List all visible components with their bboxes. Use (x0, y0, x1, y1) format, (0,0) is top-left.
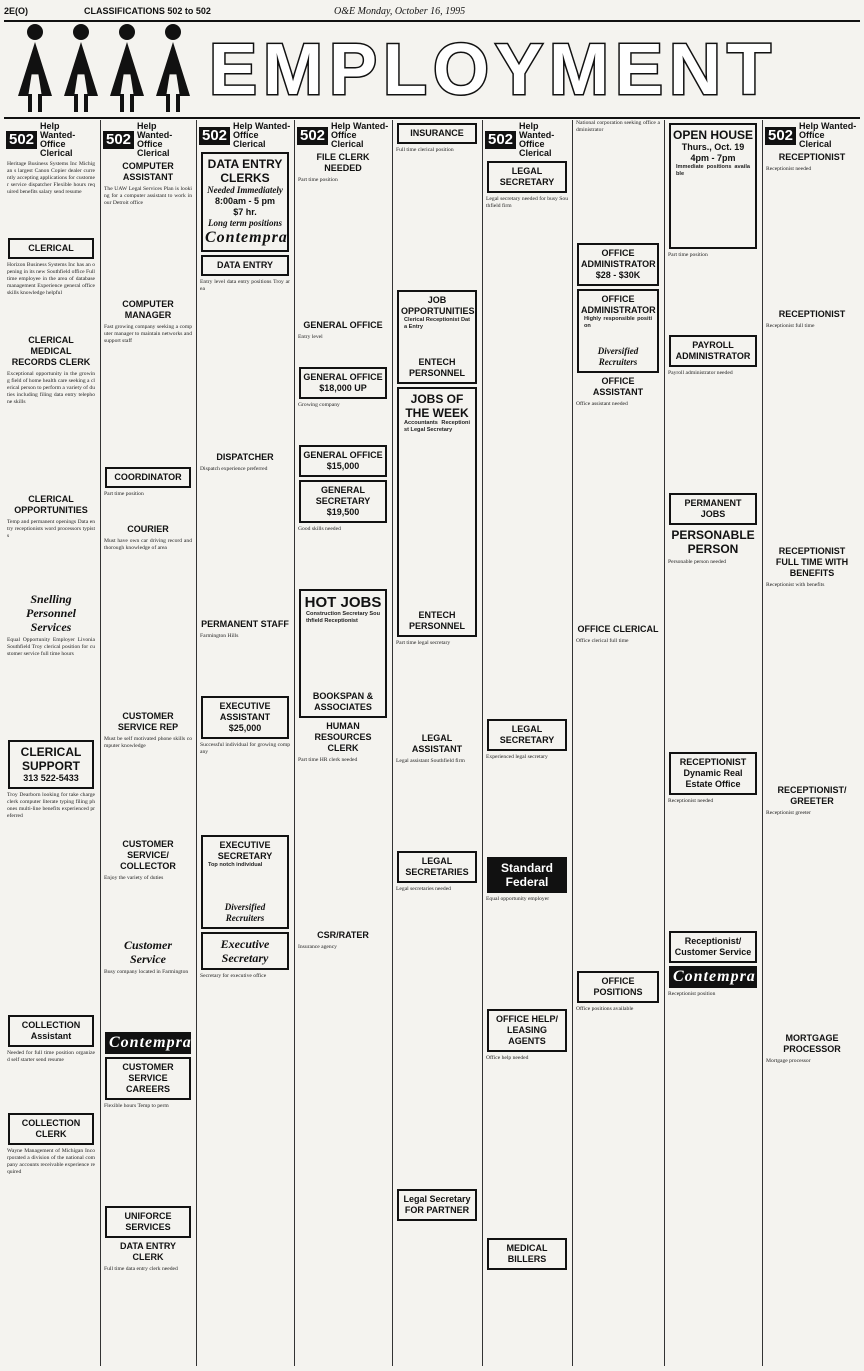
section-header: 502 Help Wanted-Office Clerical (103, 122, 193, 158)
worker-figure-icon (110, 24, 144, 112)
listing-text: Experienced legal secretary (486, 754, 548, 760)
ad-receptionist-greeter: RECEPTIONIST/ GREETER (777, 785, 847, 806)
listing-text: Needed for full time position organized self starter send resume (7, 1050, 95, 1063)
ad-office-administrator-2: OFFICE ADMINISTRATOR Highly responsible position Diversified Recruiters (577, 289, 659, 373)
ad-permanent-staff: PERMANENT STAFF (201, 619, 289, 629)
section-header: 502 Help Wanted-Office Clerical (485, 122, 569, 158)
listing-text: Dispatch experience preferred (200, 466, 268, 472)
column-7 (572, 120, 663, 1366)
column-6 (482, 120, 571, 1366)
listing-text: Growing company (298, 402, 340, 408)
ad-exec-secretary-2: Executive Secretary (201, 932, 289, 970)
ad-legal-secretary-partner: Legal Secretary FOR PARTNER (397, 1189, 477, 1221)
ad-job-opportunities: JOB OPPORTUNITIES Clerical Receptionist Data Entry ENTECH PERSONNEL (397, 290, 477, 384)
ad-clerical: CLERICAL (8, 238, 94, 259)
listing-text: Equal Opportunity Employer Livonia Southfield Troy clerical position for customer service full time hours (7, 637, 95, 657)
listing-text: Mortgage processor (766, 1058, 811, 1064)
ad-data-entry: DATA ENTRY (201, 255, 289, 276)
ad-legal-assistant: LEGAL ASSISTANT (411, 733, 463, 754)
listing-text: Full time clerical position (396, 147, 454, 153)
ad-customer-careers: CUSTOMER SERVICE CAREERS (105, 1057, 191, 1100)
listing-text: Personable person needed (668, 559, 727, 565)
listing-text: Full time data entry clerk needed (104, 1266, 178, 1272)
ad-open-house: OPEN HOUSE Thurs., Oct. 19 4pm - 7pm Immediate positions available (669, 123, 757, 249)
ad-medical-billers: MEDICAL BILLERS (487, 1238, 567, 1270)
listing-text: Office assistant needed (576, 401, 628, 407)
ad-customer-collector: CUSTOMER SERVICE/ COLLECTOR (120, 839, 176, 871)
listing-text: Receptionist needed (766, 166, 812, 172)
listing-text: Insurance agency (298, 944, 337, 950)
listing-text: Must have own car driving record and thorough knowledge of area (104, 538, 192, 551)
ad-csr-rater: CSR/RATER (317, 930, 369, 940)
listing-text: National corporation seeking office administrator (576, 120, 660, 133)
contempra-logo: Contempra (105, 1032, 191, 1054)
ad-legal-secretary: LEGAL SECRETARY (487, 161, 567, 193)
banner-rule (4, 117, 860, 119)
listing-text: Fast growing company seeking a computer manager to maintain networks and support staff (104, 324, 192, 344)
ad-customer-service: Customer Service (123, 938, 172, 966)
ad-jobs-of-the-week: JOBS OF THE WEEK Accountants Receptionist Legal Secretary ENTECH PERSONNEL (397, 387, 477, 637)
ad-legal-secretary-2: LEGAL SECRETARY (487, 719, 567, 751)
listing-text: Equal opportunity employer (486, 896, 550, 902)
listing-text: Legal assistant Southfield firm (396, 758, 465, 764)
worker-figure-icon (156, 24, 190, 112)
listing-text: Payroll administrator needed (668, 370, 733, 376)
listing-text: Troy Dearborn looking for take charge clerk computer literate typing filing phones multi-line benefits experienced preferred (7, 792, 95, 819)
listing-text: Busy company located in Farmington (104, 969, 189, 975)
column-4 (294, 120, 391, 1366)
section-header: 502 Help Wanted-Office Clerical (199, 122, 291, 149)
ad-opportunities: CLERICAL OPPORTUNITIES (14, 494, 88, 515)
listing-text: Office positions available (576, 1006, 634, 1012)
ad-receptionist-dynamic: RECEPTIONIST Dynamic Real Estate Office (669, 752, 757, 795)
ad-medical-records: CLERICAL MEDICAL RECORDS CLERK (11, 335, 91, 367)
ad-collection: COLLECTION Assistant (8, 1015, 94, 1047)
listing-text: Farmington Hills (200, 633, 239, 639)
ad-mortgage-processor: MORTGAGE PROCESSOR (783, 1033, 841, 1054)
ad-permanent-jobs: PERMANENT JOBS (669, 493, 757, 525)
listing-text: Entry level data entry positions Troy area (200, 279, 290, 292)
ad-exec-secretary: EXECUTIVE SECRETARY Top notch individual Diversified Recruiters (201, 835, 289, 929)
listing-text: Must be self motivated phone skills computer knowledge (104, 736, 192, 749)
ad-receptionist-ft: RECEPTIONIST FULL TIME WITH BENEFITS (775, 546, 849, 578)
listing-text: Part time position (668, 252, 708, 258)
ad-legal-secretaries: LEGAL SECRETARIES (397, 851, 477, 883)
ad-insurance: INSURANCE (397, 123, 477, 144)
classifications-label: CLASSIFICATIONS 502 to 502 (84, 6, 211, 16)
listing-text: Entry level (298, 334, 323, 340)
standard-federal-logo: Standard Federal (487, 857, 567, 893)
column-9 (762, 120, 861, 1366)
ad-computer-manager: COMPUTER MANAGER (122, 299, 174, 320)
listing-text: Legal secretaries needed (396, 886, 451, 892)
listing-text: Part time legal secretary (396, 640, 451, 646)
ad-file-clerk: FILE CLERK NEEDED (316, 152, 370, 173)
ad-office-help: OFFICE HELP/ LEASING AGENTS (487, 1009, 567, 1052)
column-3 (196, 120, 293, 1366)
ad-coordinator: COORDINATOR (105, 467, 191, 488)
contempra-logo: Contempra (669, 966, 757, 988)
ad-data-entry-clerks: DATA ENTRY CLERKS Needed Immediately 8:00am - 5 pm $7 hr. Long term positions Contempra (201, 152, 289, 252)
listing-text: Receptionist full time (766, 323, 815, 329)
section-header: 502 Help Wanted-Office Clerical (297, 122, 389, 149)
listing-text: Temp and permanent openings Data entry receptionists word processors typists (7, 519, 95, 539)
banner-title: EMPLOYMENT (209, 30, 778, 110)
section-header: 502 Help Wanted-Office Clerical (6, 122, 96, 158)
column-2 (100, 120, 195, 1366)
ad-human-resources: HUMAN RESOURCES CLERK (314, 721, 372, 753)
listing-text: The UAW Legal Services Plan is looking for a computer assistant to work in our Detroit office (104, 186, 192, 206)
ad-office-positions: OFFICE POSITIONS (577, 971, 659, 1003)
listing-text: Receptionist greeter (766, 810, 811, 816)
section-header: 502 Help Wanted-Office Clerical (765, 122, 859, 149)
ad-office-assistant: OFFICE ASSISTANT (592, 376, 644, 397)
listing-text: Office clerical full time (576, 638, 629, 644)
column-1 (4, 120, 98, 1366)
listing-text: Receptionist with benefits (766, 582, 825, 588)
listing-text: Heritage Business Systems Inc Michigan s largest Canon Copier dealer currently accepting applications for customer service dispatcher Flexible hours required benefits salary send resume (7, 161, 95, 195)
column-5 (392, 120, 481, 1366)
ad-general-office-2: GENERAL OFFICE $15,000 (299, 445, 387, 477)
listing-text: Part time HR clerk needed (298, 757, 358, 763)
ad-clerical-support: CLERICAL SUPPORT 313 522-5433 (8, 740, 94, 789)
worker-figure-icon (64, 24, 98, 112)
listing-text: Receptionist needed (668, 798, 714, 804)
column-8 (664, 120, 761, 1366)
listing-text: Enjoy the variety of duties (104, 875, 164, 881)
ad-receptionist-2: RECEPTIONIST (778, 309, 846, 319)
ad-general-office: GENERAL OFFICE (303, 320, 383, 330)
ad-office-clerical: OFFICE CLERICAL (577, 624, 659, 634)
listing-text: Wayne Management of Michigan Incorporated a division of the national company accounts receivable experience required (7, 1148, 95, 1175)
ad-general-office-salary: GENERAL OFFICE $18,000 UP (299, 367, 387, 399)
contempra-logo: Contempra (205, 229, 288, 246)
dateline: O&E Monday, October 16, 1995 (334, 6, 466, 17)
ad-snelling: Snelling Personnel Services (25, 592, 76, 634)
listing-text: Good skills needed (298, 526, 341, 532)
listing-text: Legal secretary needed for busy Southfield firm (486, 196, 568, 209)
listing-text: Office help needed (486, 1055, 529, 1061)
listing-text: Successful individual for growing company (200, 742, 290, 755)
ad-general-secretary: GENERAL SECRETARY $19,500 (299, 480, 387, 523)
ad-collection-clerk: COLLECTION CLERK (8, 1113, 94, 1145)
page-code: 2E(O) (4, 6, 29, 16)
ad-courier: COURIER (127, 524, 169, 534)
listing-text: Exceptional opportunity in the growing field of home health care seeking a clerical person to perform a variety of duties including filing data entry telephone skills (7, 371, 95, 405)
listing-text: Part time position (104, 491, 144, 497)
ad-payroll-admin: PAYROLL ADMINISTRATOR (669, 335, 757, 367)
ad-customer-rep: CUSTOMER SERVICE REP (117, 711, 179, 732)
ad-dispatcher: DISPATCHER (216, 452, 274, 462)
ad-receptionist: RECEPTIONIST (778, 152, 846, 162)
ad-office-administrator: OFFICE ADMINISTRATOR $28 - $30K (577, 243, 659, 286)
ad-exec-assistant: EXECUTIVE ASSISTANT $25,000 (201, 696, 289, 739)
ad-computer-assistant: COMPUTER ASSISTANT (122, 161, 174, 182)
listing-text: Receptionist position (668, 991, 716, 997)
listing-text: Horizon Business Systems Inc has an opening in its new Southfield office Full time employee in the area of database management Experience general office skills knowledge helpful (7, 262, 95, 296)
ad-uniforce: UNIFORCE SERVICES (105, 1206, 191, 1238)
ad-receptionist-customer-service: Receptionist/ Customer Service (669, 931, 757, 963)
listing-text: Flexible hours Temp to perm (104, 1103, 169, 1109)
ad-personable-person: PERSONABLE PERSON (671, 528, 755, 556)
worker-figure-icon (18, 24, 52, 112)
ad-data-entry-clerk: DATA ENTRY CLERK (120, 1241, 176, 1262)
support-phone: 313 522-5433 (23, 773, 79, 783)
listing-text: Part time position (298, 177, 338, 183)
header-rule (4, 20, 860, 22)
employment-banner (4, 24, 860, 116)
page-header (4, 6, 860, 20)
listing-text: Secretary for executive office (200, 973, 267, 979)
ad-hot-jobs: HOT JOBS Construction Secretary Southfield Receptionist BOOKSPAN & ASSOCIATES (299, 589, 387, 718)
